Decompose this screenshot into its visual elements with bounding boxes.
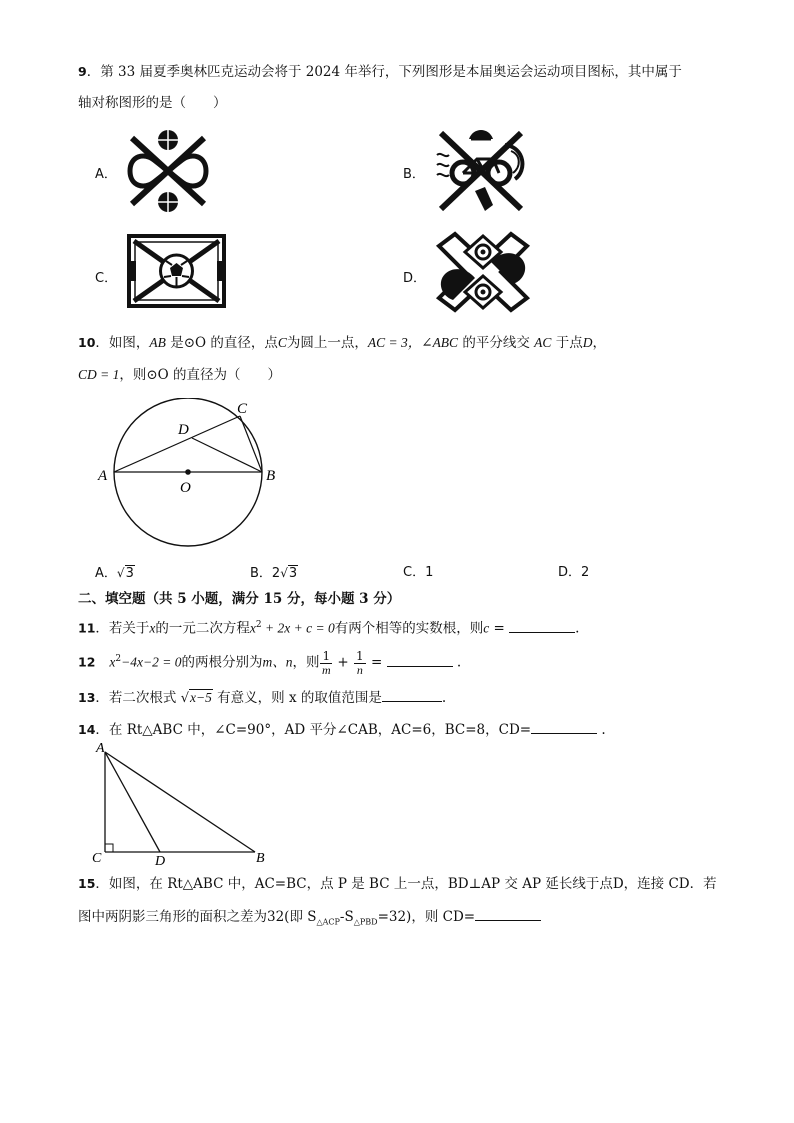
question-14: 14．在 Rt△ABC 中，∠C=90°，AD 平分∠CAB，AC=6，BC=8，CD= . <box>78 719 606 739</box>
icon-cycling-figure <box>433 125 529 215</box>
q10-option-b[interactable]: B．2√3 <box>250 566 298 581</box>
question-number: 10 <box>78 335 96 350</box>
label-a: A <box>98 468 108 484</box>
center-point <box>185 469 191 475</box>
chord-ac <box>114 416 240 472</box>
label-d: D <box>155 854 166 868</box>
right-angle-mark <box>105 844 113 852</box>
q10-option-c[interactable]: C．1 <box>403 565 434 580</box>
question-13: 13．若二次根式 √x−5 有意义，则 x 的取值范围是 . <box>78 687 446 708</box>
fraction-1-over-n: $\frac{1}{n}$ <box>356 648 364 677</box>
question-number: 9 <box>78 64 87 79</box>
answer-blank[interactable] <box>531 719 597 734</box>
icon-football-figure <box>126 233 227 309</box>
option-d-label[interactable]: D． <box>403 271 427 286</box>
question-10-line-2: CD = 1，则⊙O 的直径为（ ） <box>78 367 282 383</box>
q10-option-a[interactable]: A．√3 <box>95 566 134 581</box>
question-12: 12 $x^2-4x-2 = 0$的两根分别为m、n，则 $\frac{1}{m}$ + $\frac{1}{n}$ = . <box>78 648 462 677</box>
question-10-line-1: 10．如图，AB 是⊙O 的直径，点C为圆上一点，AC = 3，∠ABC 的平分线交 AC 于点D， <box>78 335 606 351</box>
option-a-label[interactable]: A． <box>95 167 117 182</box>
q10-option-d[interactable]: D．2 <box>558 565 590 580</box>
question-number: 13 <box>78 690 96 705</box>
triangle-diagram <box>88 738 278 868</box>
question-number: 12 <box>78 654 96 670</box>
question-11: 11．若关于x的一元二次方程$x^2 + 2x + c = 0$有两个相等的实数根，则c = . <box>78 616 579 638</box>
label-c: C <box>237 401 248 417</box>
option-b-label[interactable]: B． <box>403 167 425 182</box>
chord-bc <box>240 416 262 472</box>
answer-blank[interactable] <box>475 906 541 921</box>
question-number: 15 <box>78 876 96 891</box>
fraction-1-over-m: $\frac{1}{m}$ <box>321 648 331 677</box>
question-number: 11 <box>78 620 96 636</box>
question-text: ．第 33 届夏季奥林匹克运动会将于 2024 年举行，下列图形是本届奥运会运动项目图标，其中属于 <box>86 64 682 80</box>
section-heading: 二、填空题（共 5 小题，满分 15 分，每小题 3 分） <box>78 591 401 607</box>
label-b: B <box>266 468 276 484</box>
answer-blank[interactable] <box>387 652 453 667</box>
label-c: C <box>92 851 102 866</box>
question-15-line-1: 15．如图，在 Rt△ABC 中，AC=BC，点 P 是 BC 上一点，BD⊥AP 交 AP 延长线于点D，连接 CD．若 <box>78 876 717 892</box>
label-a: A <box>96 741 105 756</box>
icon-target-figure <box>435 230 531 314</box>
label-d: D <box>178 422 189 438</box>
question-9-line-1 <box>78 63 682 81</box>
question-9-line-2: 轴对称图形的是（ ） <box>78 95 227 111</box>
side-ab <box>105 752 255 852</box>
segment-ad <box>105 752 160 852</box>
icon-basketball-figure <box>122 128 214 214</box>
label-o: O <box>180 480 191 496</box>
label-b: B <box>256 851 265 866</box>
option-c-label[interactable]: C． <box>95 271 118 286</box>
answer-blank[interactable] <box>509 618 575 633</box>
circle-diagram <box>92 398 292 554</box>
question-number: 14 <box>78 722 96 737</box>
bisector-bd <box>192 438 262 472</box>
question-15-line-2: 图中两阴影三角形的面积之差为32(即 $S_{\triangle ACP}-S_{\triangle PBD}=32$)，则 CD= <box>78 906 541 932</box>
answer-blank[interactable] <box>382 687 442 702</box>
